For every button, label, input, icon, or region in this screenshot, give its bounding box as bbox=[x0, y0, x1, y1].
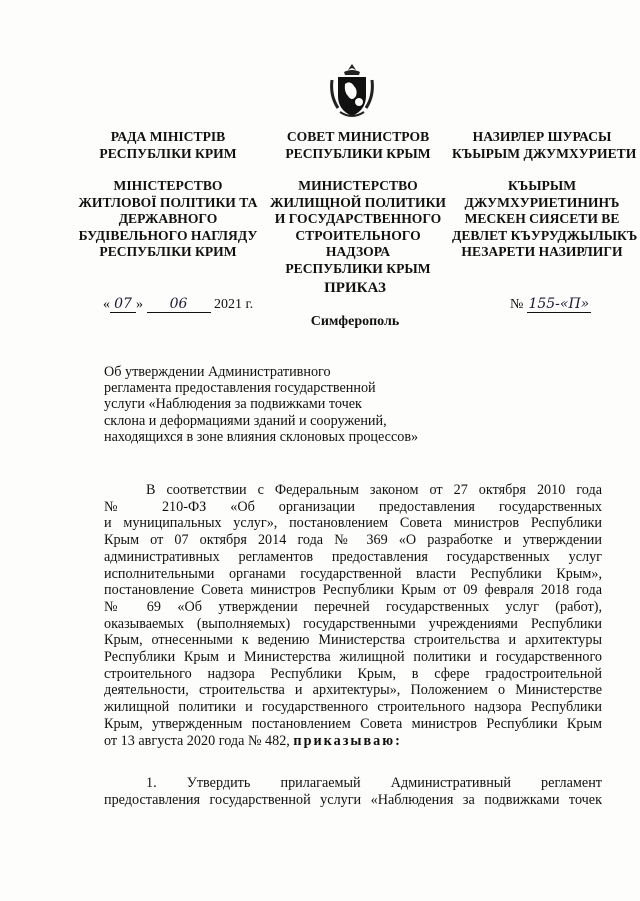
header-spacer bbox=[452, 162, 632, 178]
body-line: № 69 «Об утверждении перечней государственных услуг (работ), bbox=[104, 598, 602, 615]
subject-line: Об утверждении Административного bbox=[104, 364, 331, 380]
body-line: строительного надзора Республики Крым, в сфере градостроительной bbox=[104, 665, 602, 682]
body-line: деятельности, строительства и архитектуры», Положением о Министерстве bbox=[104, 682, 602, 699]
date-quote-open: « bbox=[103, 297, 110, 312]
subject-line: находящихся в зоне влияния склоновых процессов» bbox=[104, 428, 419, 445]
header-line: РАДА МІНІСТРІВ bbox=[110, 129, 226, 144]
header-line: РЕСПУБЛІКИ КРИМ bbox=[99, 145, 237, 161]
header-line: ДЖУМХУРИЕТИНИНЪ bbox=[464, 194, 620, 210]
subject-line: регламента предоставления государственной bbox=[104, 380, 376, 397]
date-quote-close: » bbox=[136, 297, 143, 312]
number-value: 155-«П» bbox=[528, 296, 590, 312]
header-line: ДЕВЛЕТ КЪУРУДЖЫЛЫКЪ bbox=[452, 227, 638, 243]
subject-line: услуги «Наблюдения за подвижками точек bbox=[104, 396, 362, 413]
subject-line: склона и деформациями зданий и сооружений, bbox=[104, 412, 387, 429]
body-line: № 210-ФЗ «Об организации предоставления государственных bbox=[104, 498, 602, 515]
header-spacer bbox=[270, 162, 446, 178]
body-line: оказываемых (выполняемых) государственными учреждениями Республики bbox=[104, 615, 602, 632]
clause-line: 1. Утвердить прилагаемый Административный регламент bbox=[146, 775, 602, 791]
crimea-coat-of-arms-icon bbox=[328, 62, 376, 120]
body-line: административных регламентов предоставления государственных услуг bbox=[104, 548, 602, 565]
header-line: СОВЕТ МИНИСТРОВ bbox=[286, 129, 430, 144]
header-column-crimean-tatar bbox=[452, 129, 638, 261]
date-month: 06 bbox=[147, 296, 211, 313]
body-line: Крым, отнесенными к ведению Министерства строительства и архитектуры bbox=[104, 632, 602, 649]
header-line: МЕСКЕН СИЯСЕТИ ВЕ bbox=[464, 211, 620, 226]
body-line: Крым от 07 октября 2014 года № 369 «О разработке и утверждении bbox=[104, 532, 602, 549]
header-line: И ГОСУДАРСТВЕННОГО bbox=[274, 211, 442, 226]
document-title: ПРИКАЗ bbox=[324, 280, 386, 296]
order-word: приказываю: bbox=[293, 732, 402, 749]
document-city: Симферополь bbox=[310, 314, 400, 329]
body-line-last bbox=[104, 733, 602, 750]
header-line: ДЕРЖАВНОГО bbox=[118, 211, 218, 226]
body-line: В соответствии с Федеральным законом от 27 октября 2010 года bbox=[146, 482, 602, 498]
header-line: РЕСПУБЛІКИ КРИМ bbox=[99, 244, 237, 259]
clause-line: предоставления государственной услуги «Наблюдения за подвижками точек bbox=[104, 791, 602, 808]
header-line: НЕЗАРЕТИ НАЗИРЛИГИ bbox=[461, 244, 623, 259]
header-column-ukrainian bbox=[76, 129, 260, 261]
header-line: ЖИТЛОВОЇ ПОЛІТИКИ ТА bbox=[78, 194, 258, 210]
header-line: КЪЫРЫМ bbox=[507, 178, 577, 193]
header-column-russian bbox=[270, 129, 446, 277]
header-line: НАДЗОРА bbox=[325, 244, 391, 259]
clause-1 bbox=[104, 775, 602, 808]
header-line: МІНІСТЕРСТВО bbox=[113, 178, 223, 193]
header-line: КЪЫРЫМ ДЖУМХУРИЕТИ bbox=[452, 145, 637, 161]
header-line: РЕСПУБЛИКИ КРЫМ bbox=[285, 145, 431, 161]
body-paragraph bbox=[104, 482, 602, 749]
header-line: БУДІВЕЛЬНОГО НАГЛЯДУ bbox=[78, 227, 258, 243]
number-prefix: № bbox=[510, 297, 524, 312]
header-line: СТРОИТЕЛЬНОГО bbox=[295, 227, 421, 243]
date-year: 2021 г. bbox=[214, 297, 254, 312]
header-line: МИНИСТЕРСТВО bbox=[298, 178, 418, 193]
body-line: жилищной политики и государственного строительного надзора Республики bbox=[104, 699, 602, 716]
document-date bbox=[103, 296, 253, 313]
document-subject bbox=[104, 364, 464, 445]
header-line: НАЗИРЛЕР ШУРАСЫ bbox=[472, 129, 612, 144]
header-line: ЖИЛИЩНОЙ ПОЛИТИКИ bbox=[270, 194, 447, 210]
body-line: и муниципальных услуг», постановлением Совета министров Республики bbox=[104, 515, 602, 532]
date-day: 07 bbox=[110, 296, 136, 313]
body-line: постановление Совета министров Республики Крым от 09 февраля 2018 года bbox=[104, 582, 602, 599]
body-line: исполнительными органами государственной власти Республики Крым», bbox=[104, 565, 602, 582]
header-spacer bbox=[76, 162, 260, 178]
body-line: Республики Крым и Министерства жилищной политики и государственного bbox=[104, 649, 602, 666]
document-number bbox=[510, 296, 591, 313]
body-line: Крым, утвержденным постановлением Совета министров Республики Крым bbox=[104, 715, 602, 732]
header-line: РЕСПУБЛИКИ КРЫМ bbox=[285, 260, 431, 276]
body-last-prefix: от 13 августа 2020 года № 482, bbox=[104, 732, 290, 749]
